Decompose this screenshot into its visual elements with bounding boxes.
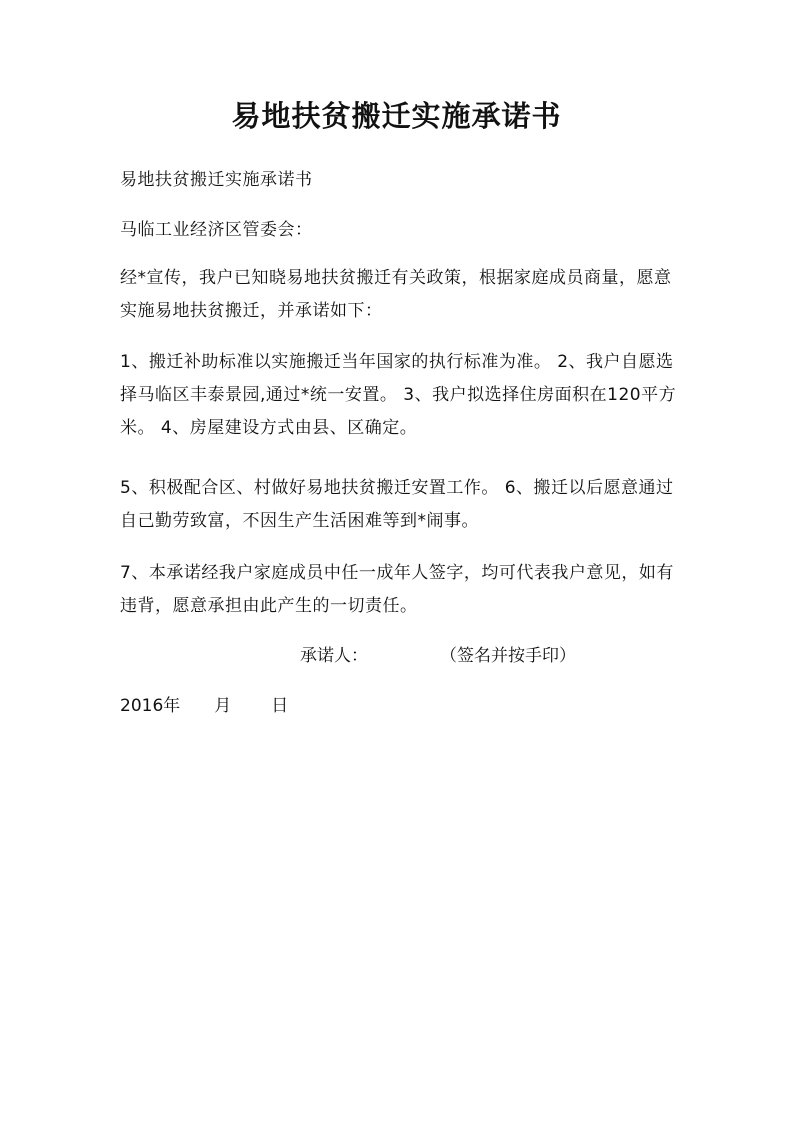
signature-note: （签名并按手印）	[440, 646, 576, 666]
paragraph-intro: 经*宣传，我户已知晓易地扶贫搬迁有关政策，根据家庭成员商量，愿意实施易地扶贫搬迁，并承诺如下：	[120, 268, 672, 321]
paragraph-terms-5-6: 5、积极配合区、村做好易地扶贫搬迁安置工作。 6、搬迁以后愿意通过自己勤劳致富，不因生产生活困难等到*闹事。	[120, 478, 674, 531]
date-year: 2016年	[120, 696, 181, 716]
date-month: 月	[214, 696, 232, 716]
document-subtitle: 易地扶贫搬迁实施承诺书	[120, 170, 313, 190]
paragraph-terms-7: 7、本承诺经我户家庭成员中任一成年人签字，均可代表我户意见，如有违背，愿意承担由此产生的一切责任。	[120, 563, 674, 616]
addressee: 马临工业经济区管委会：	[120, 220, 313, 240]
document-title: 易地扶贫搬迁实施承诺书	[231, 99, 562, 133]
signature-line	[300, 640, 576, 673]
date-line	[120, 690, 288, 723]
paragraph-terms-1-4: 1、搬迁补助标准以实施搬迁当年国家的执行标准为准。 2、我户自愿选择马临区丰泰景园,通过*统一安置。 3、我户拟选择住房面积在120平方米。 4、房屋建设方式由县、区确定。	[120, 352, 677, 438]
signature-label: 承诺人：	[300, 646, 368, 666]
date-day: 日	[271, 696, 289, 716]
